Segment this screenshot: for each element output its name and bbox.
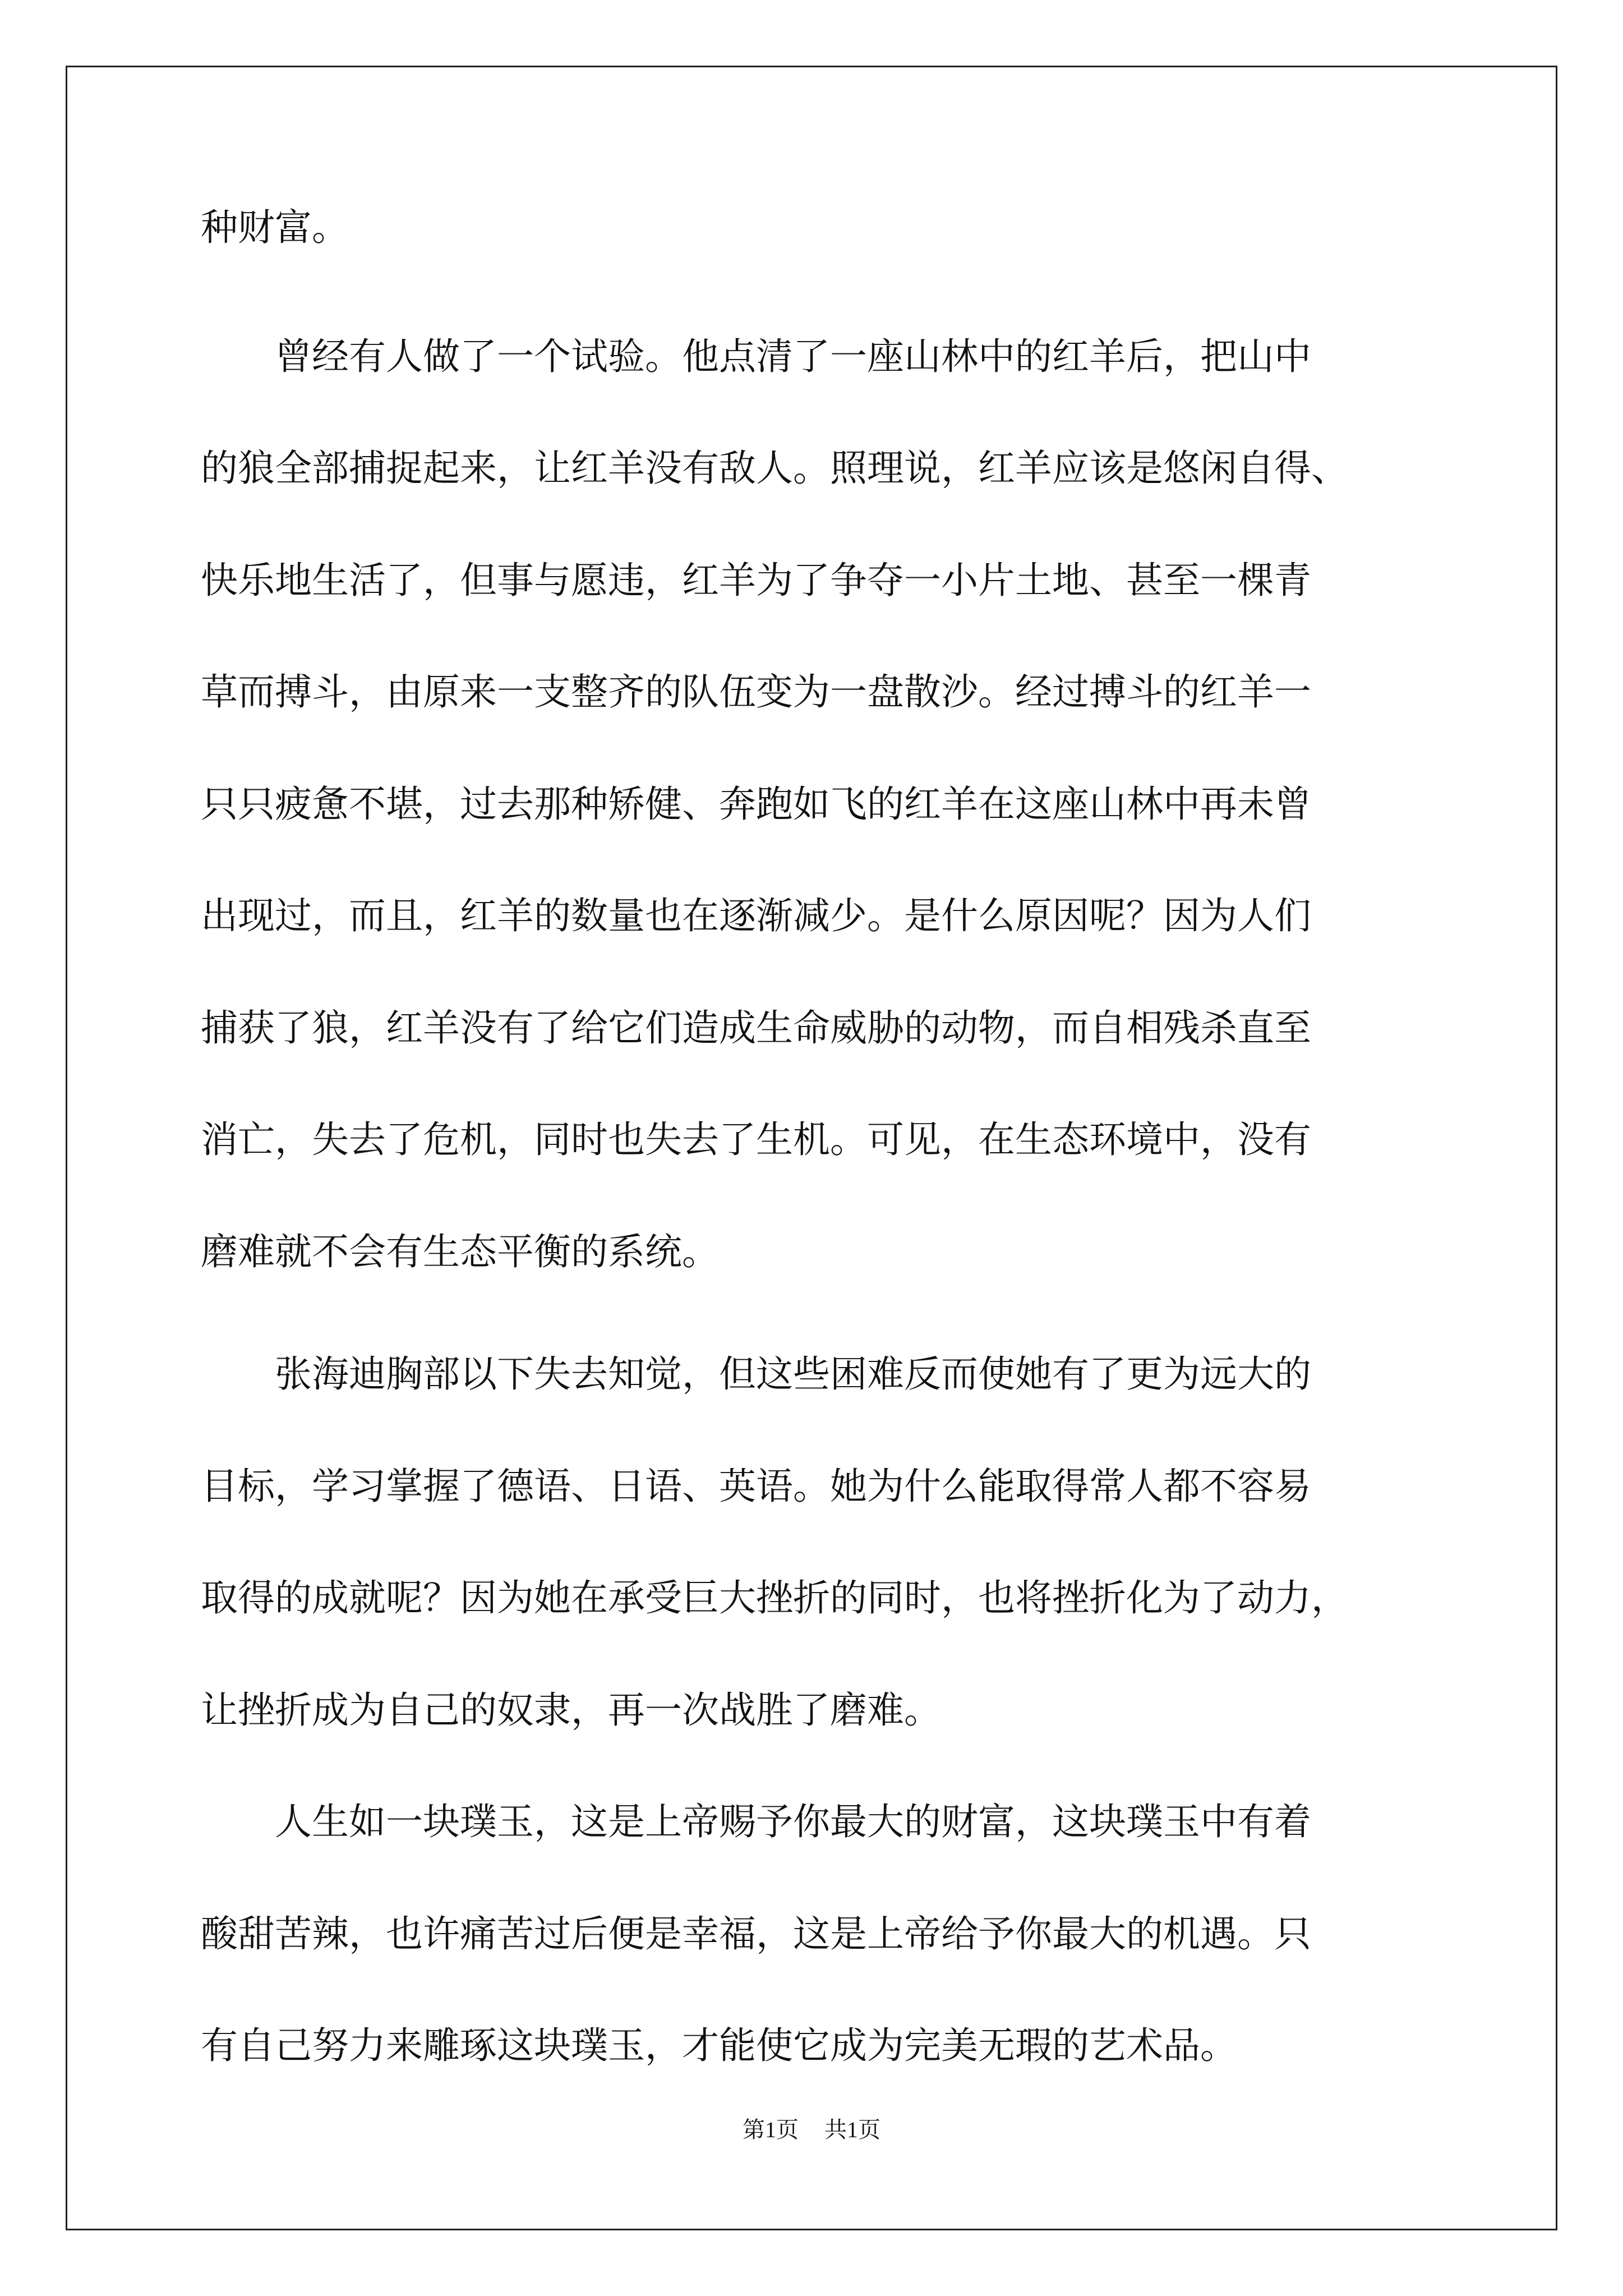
text-line: 出现过，而且，红羊的数量也在逐渐减少。是什么原因呢？因为人们 [201,894,1311,937]
text-line: 种财富。 [201,206,349,249]
text-line: 捕获了狼，红羊没有了给它们造成生命威胁的动物，而自相残杀直至 [201,1006,1311,1050]
text-line: 目标，学习掌握了德语、日语、英语。她为什么能取得常人都不容易 [201,1465,1311,1508]
text-line: 消亡，失去了危机，同时也失去了生机。可见，在生态环境中，没有 [201,1118,1311,1161]
page-footer [0,2116,1623,2144]
text-line: 酸甜苦辣，也许痛苦过后便是幸福，这是上帝给予你最大的机遇。只 [201,1912,1311,1955]
text-line: 张海迪胸部以下失去知觉，但这些困难反而使她有了更为远大的 [201,1352,1311,1396]
text-line: 只只疲惫不堪，过去那种矫健、奔跑如飞的红羊在这座山林中再未曾 [201,783,1311,826]
page-number-current: 第1页 [743,2117,799,2142]
page-number-total: 共1页 [824,2117,880,2142]
text-line: 取得的成就呢？因为她在承受巨大挫折的同时，也将挫折化为了动力， [201,1576,1348,1619]
text-line: 有自己努力来雕琢这块璞玉，才能使它成为完美无瑕的艺术品。 [201,2024,1237,2067]
text-line: 曾经有人做了一个试验。他点清了一座山林中的红羊后，把山中 [201,335,1311,378]
text-line: 让挫折成为自己的奴隶，再一次战胜了磨难。 [201,1688,941,1732]
text-line: 磨难就不会有生态平衡的系统。 [201,1230,719,1273]
text-line: 人生如一块璞玉，这是上帝赐予你最大的财富，这块璞玉中有着 [201,1800,1311,1843]
text-line: 快乐地生活了，但事与愿违，红羊为了争夺一小片土地、甚至一棵青 [201,559,1311,602]
text-line: 的狼全部捕捉起来，让红羊没有敌人。照理说，红羊应该是悠闲自得、 [201,447,1348,490]
text-line: 草而搏斗，由原来一支整齐的队伍变为一盘散沙。经过搏斗的红羊一 [201,670,1311,714]
